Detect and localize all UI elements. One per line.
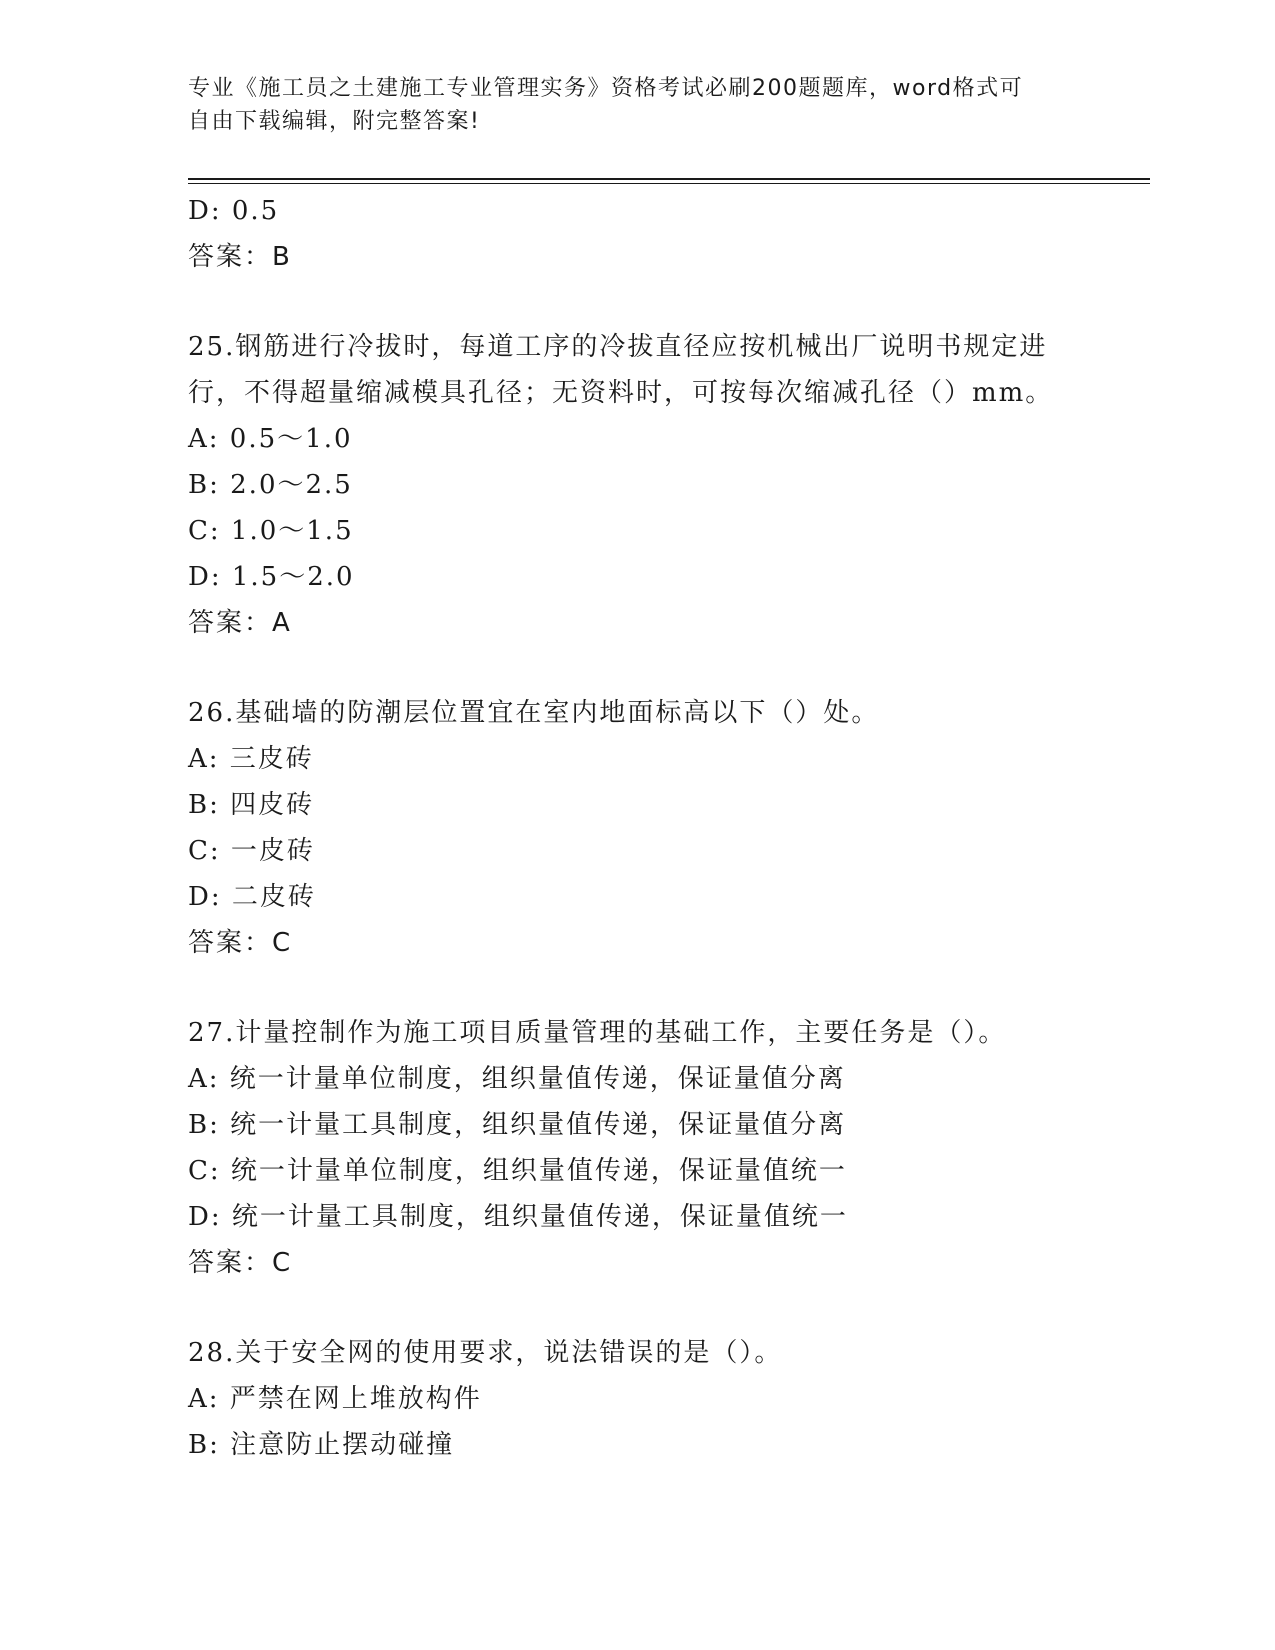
option-a: A: 0.5～1.0 [188, 424, 353, 454]
option-b: B: 注意防止摆动碰撞 [188, 1430, 455, 1460]
option-c: C: 一皮砖 [188, 836, 315, 866]
option-a: A: 严禁在网上堆放构件 [188, 1384, 482, 1414]
question-28 [188, 1330, 1088, 1468]
spacer [188, 966, 1088, 1010]
prev-answer: 答案：B [188, 242, 292, 272]
question-27 [188, 1010, 1088, 1286]
option-b: B: 统一计量工具制度，组织量值传递，保证量值分离 [188, 1110, 847, 1140]
answer: 答案：A [188, 608, 292, 638]
header-divider-thin [188, 183, 1150, 184]
header-divider [188, 178, 1150, 180]
question-25 [188, 324, 1088, 646]
question-stem: 28.关于安全网的使用要求，说法错误的是（）。 [188, 1338, 783, 1368]
spacer [188, 280, 1088, 324]
question-stem: 26.基础墙的防潮层位置宜在室内地面标高以下（）处。 [188, 698, 880, 728]
prev-option-d: D: 0.5 [188, 196, 280, 226]
option-c: C: 1.0～1.5 [188, 516, 354, 546]
option-d: D: 1.5～2.0 [188, 562, 355, 592]
option-b: B: 2.0～2.5 [188, 470, 353, 500]
answer: 答案：C [188, 928, 293, 958]
question-stem: 27.计量控制作为施工项目质量管理的基础工作，主要任务是（）。 [188, 1018, 1007, 1048]
question-list [188, 188, 1088, 1468]
question-stem-continued: 行，不得超量缩减模具孔径；无资料时，可按每次缩减孔径（）mm。 [188, 378, 1054, 408]
answer: 答案：C [188, 1248, 293, 1278]
question-26 [188, 690, 1088, 966]
option-c: C: 统一计量单位制度，组织量值传递，保证量值统一 [188, 1156, 847, 1186]
option-d: D: 统一计量工具制度，组织量值传递，保证量值统一 [188, 1202, 848, 1232]
option-a: A: 统一计量单位制度，组织量值传递，保证量值分离 [188, 1064, 846, 1094]
page-header [188, 72, 1068, 138]
option-d: D: 二皮砖 [188, 882, 316, 912]
header-title-line-1: 专业《施工员之土建施工专业管理实务》资格考试必刷200题题库，word格式可 [188, 76, 1024, 101]
spacer [188, 1286, 1088, 1330]
header-title-line-2: 自由下载编辑，附完整答案! [188, 109, 481, 134]
option-a: A: 三皮砖 [188, 744, 314, 774]
option-b: B: 四皮砖 [188, 790, 315, 820]
spacer [188, 646, 1088, 690]
question-stem: 25.钢筋进行冷拔时，每道工序的冷拔直径应按机械出厂说明书规定进 [188, 332, 1048, 362]
